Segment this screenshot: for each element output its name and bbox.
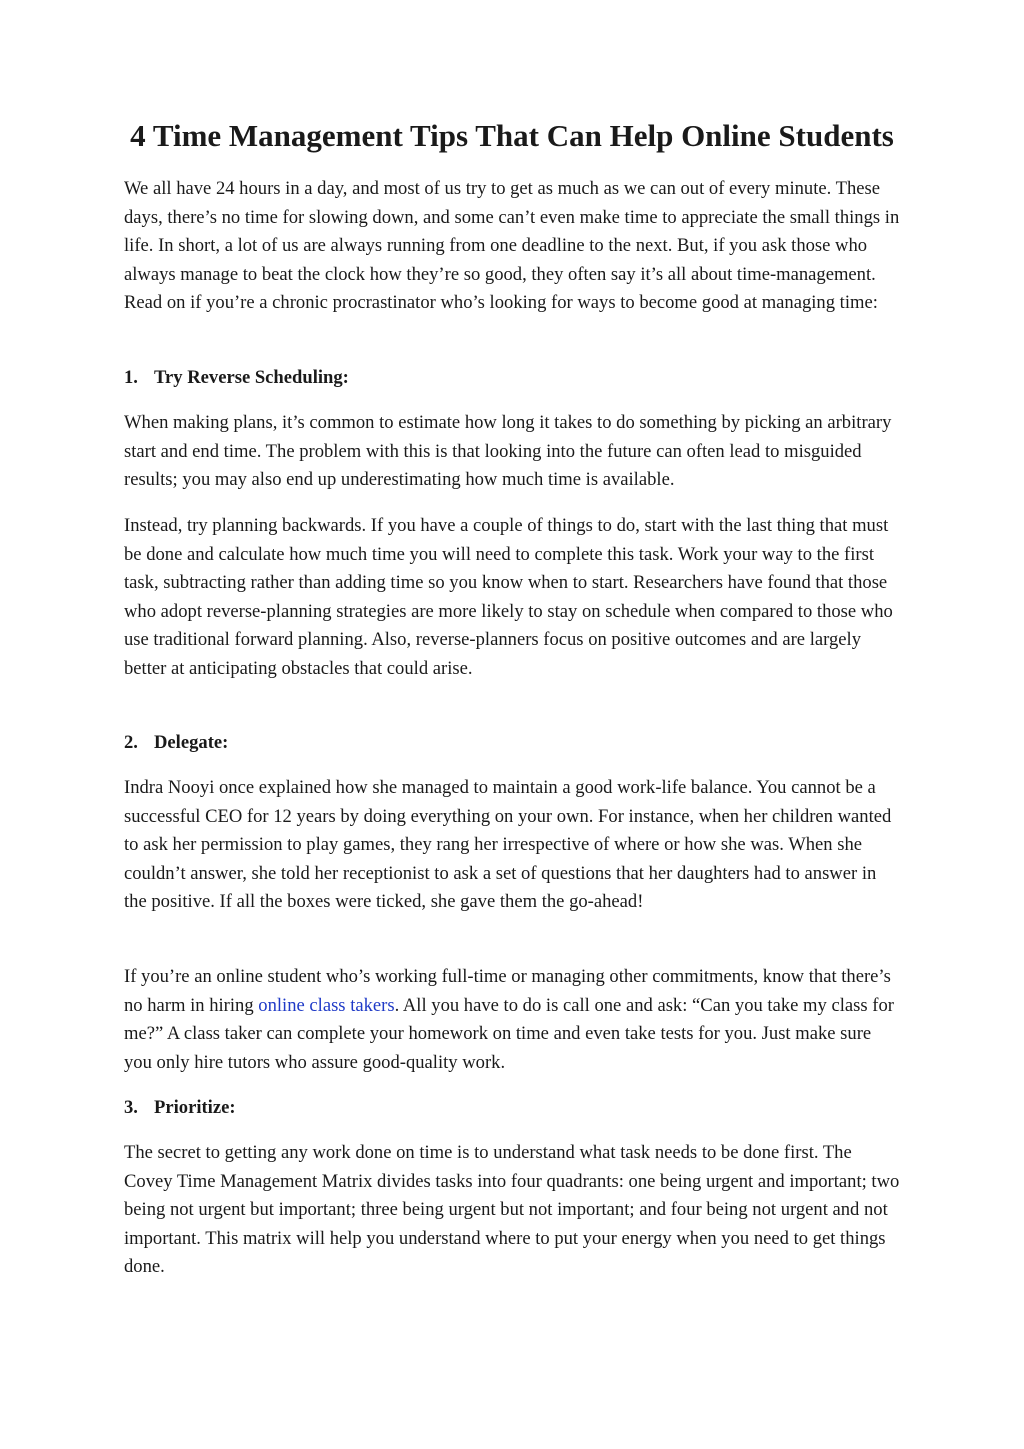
section-heading-3 bbox=[124, 1094, 236, 1122]
section-number: 1. bbox=[124, 367, 138, 388]
section-number: 2. bbox=[124, 732, 138, 753]
online-class-takers-link[interactable]: online class takers bbox=[258, 994, 395, 1016]
section-title: Delegate: bbox=[154, 732, 229, 753]
body-paragraph: The secret to getting any work done on time is to understand what task needs to be done first. The Covey Time Management Matrix divides tasks into four quadrants: one being urgent and important; two being not urgent but important; three being urgent but not important; and four being not urgent and not important. This matrix will help you understand where to put your energy when you need to get things done. bbox=[124, 1142, 900, 1278]
body-paragraph: When making plans, it’s common to estimate how long it takes to do something by picking an arbitrary start and end time. The problem with this is that looking into the future can often lead to misguided results; you may also end up underestimating how much time is available. bbox=[124, 412, 892, 491]
section-title: Prioritize: bbox=[154, 1097, 236, 1118]
link-paragraph-after: . All you have to do is call one and ask: “Can you take my class for me?” A class taker can complete your homework on time and even take tests for you. Just make sure you only hire tutors who assure good-quality work. bbox=[124, 994, 894, 1073]
body-paragraph: Instead, try planning backwards. If you have a couple of things to do, start with the last thing that must be done and calculate how much time you will need to complete this task. Work your way to the first task, subtracting rather than adding time so you know when to start. Researchers have found that those who adopt reverse-planning strategies are more likely to stay on schedule when compared to those who use traditional forward planning. Also, reverse-planners focus on positive outcomes and are largely better at anticipating obstacles that could arise. bbox=[124, 515, 893, 679]
section-title: Try Reverse Scheduling: bbox=[154, 367, 349, 388]
section-number: 3. bbox=[124, 1097, 138, 1118]
body-paragraph-with-link bbox=[124, 963, 902, 1077]
link-paragraph-before: If you’re an online student who’s working full-time or managing other commitments, know that there’s no harm in hiring bbox=[124, 966, 891, 1016]
body-paragraph: Indra Nooyi once explained how she managed to maintain a good work-life balance. You cannot be a successful CEO for 12 years by doing everything on your own. For instance, when her children wanted to ask her permission to play games, they rang her irrespective of where or how she was. When she couldn’t answer, she told her receptionist to ask a set of questions that her daughters had to answer in the positive. If all the boxes were ticked, she gave them the go-ahead! bbox=[124, 777, 892, 913]
section-heading-2 bbox=[124, 729, 228, 757]
section-heading-1 bbox=[124, 364, 349, 392]
document-title: 4 Time Management Tips That Can Help Online Students bbox=[130, 118, 894, 153]
intro-paragraph: We all have 24 hours in a day, and most of us try to get as much as we can out of every minute. These days, there’s no time for slowing down, and some can’t even make time to appreciate the small things in life. In short, a lot of us are always running from one deadline to the next. But, if you ask those who always manage to beat the clock how they’re so good, they often say it’s all about time-management. Read on if you’re a chronic procrastinator who’s looking for ways to become good at managing time: bbox=[124, 178, 900, 314]
